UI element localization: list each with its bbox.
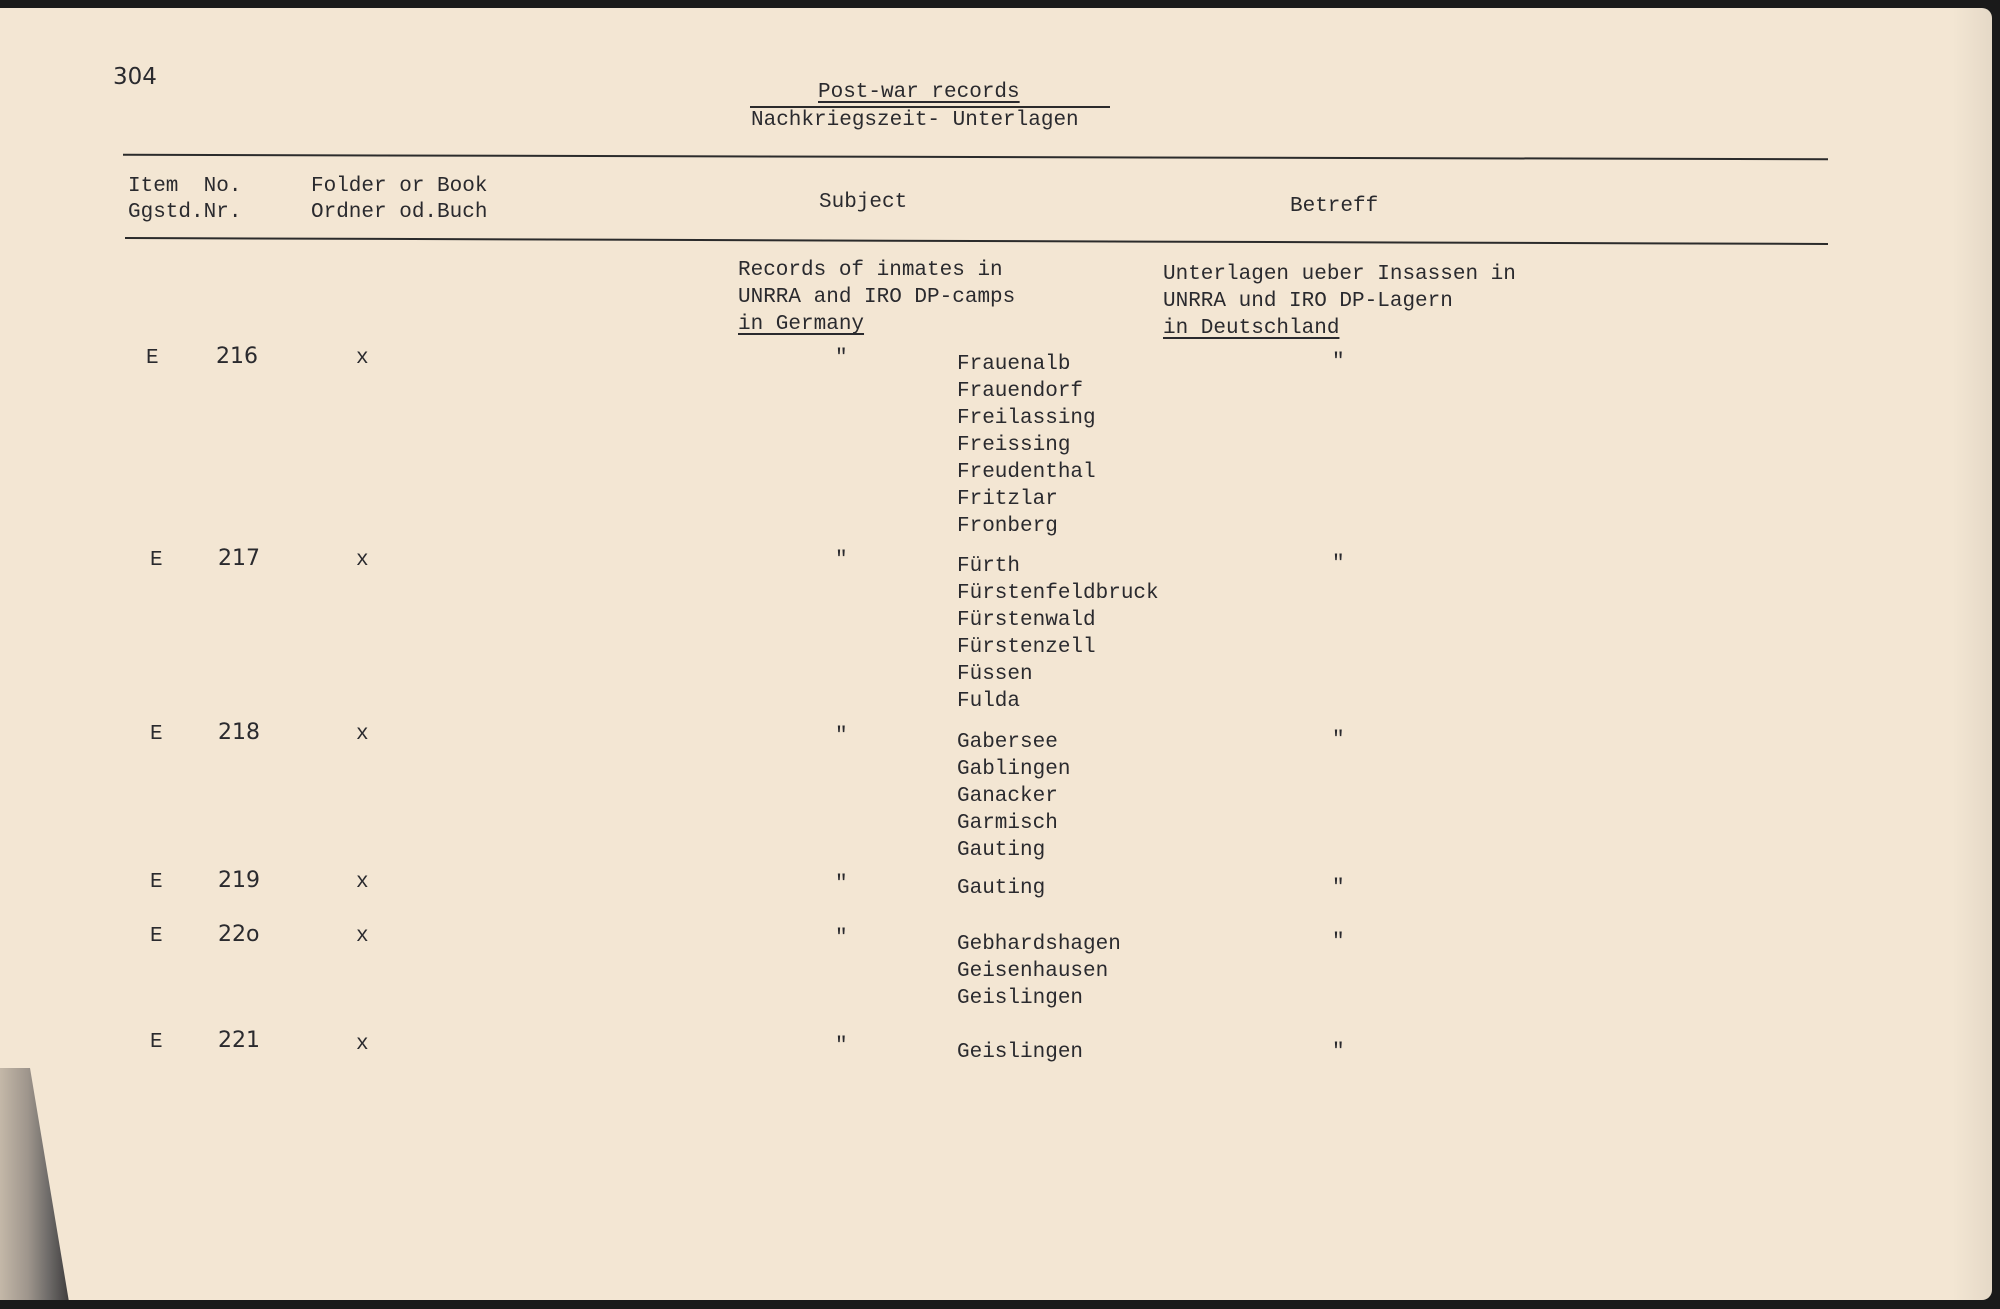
header-subject: Subject bbox=[819, 191, 908, 214]
row-folder-mark: x bbox=[356, 723, 369, 746]
row-ditto-subject: " bbox=[835, 927, 848, 950]
page-number: 304 bbox=[113, 64, 157, 90]
place-name: Geislingen bbox=[957, 987, 1084, 1010]
row-item: E bbox=[150, 1031, 163, 1054]
row-number: 219 bbox=[218, 868, 260, 893]
place-name: Freissing bbox=[957, 434, 1071, 457]
place-name: Fürth bbox=[957, 555, 1021, 578]
place-name: Gauting bbox=[957, 877, 1046, 900]
scan-border-bottom bbox=[0, 1300, 2000, 1309]
place-name: Fulda bbox=[957, 690, 1021, 713]
place-name: Geislingen bbox=[957, 1041, 1084, 1064]
row-folder-mark: x bbox=[356, 549, 369, 572]
intro-betreff-line: Unterlagen ueber Insassen in bbox=[1163, 263, 1516, 286]
row-ditto-subject: " bbox=[835, 549, 848, 572]
place-name: Fürstenfeldbruck bbox=[957, 582, 1159, 605]
header-item-no-en: Item No. bbox=[128, 175, 242, 198]
place-name: Gebhardshagen bbox=[957, 933, 1121, 956]
book-spine-shadow bbox=[0, 1068, 70, 1300]
row-ditto-betreff: " bbox=[1332, 877, 1345, 900]
row-folder-mark: x bbox=[356, 347, 369, 370]
row-ditto-subject: " bbox=[835, 873, 848, 896]
row-folder-mark: x bbox=[356, 925, 369, 948]
row-ditto-betreff: " bbox=[1332, 729, 1345, 752]
intro-betreff-line: in Deutschland bbox=[1163, 317, 1340, 340]
title-de: Nachkriegszeit- Unterlagen bbox=[751, 109, 1079, 132]
place-name: Gablingen bbox=[957, 758, 1071, 781]
intro-subject-line: Records of inmates in bbox=[738, 259, 1003, 282]
row-item: E bbox=[146, 347, 159, 370]
place-name: Frauenalb bbox=[957, 353, 1071, 376]
row-ditto-betreff: " bbox=[1332, 931, 1345, 954]
row-ditto-subject: " bbox=[835, 725, 848, 748]
header-folder-en: Folder or Book bbox=[311, 175, 488, 198]
row-ditto-betreff: " bbox=[1332, 553, 1345, 576]
place-name: Fürstenwald bbox=[957, 609, 1096, 632]
row-ditto-subject: " bbox=[835, 1035, 848, 1058]
document-page bbox=[0, 8, 1992, 1300]
place-name: Geisenhausen bbox=[957, 960, 1109, 983]
row-number: 22o bbox=[218, 922, 260, 947]
header-top-rule bbox=[123, 154, 1828, 160]
row-number: 216 bbox=[216, 344, 258, 369]
header-betreff: Betreff bbox=[1290, 195, 1379, 218]
place-name: Frauendorf bbox=[957, 380, 1084, 403]
place-name: Fürstenzell bbox=[957, 636, 1096, 659]
header-folder-de: Ordner od.Buch bbox=[311, 201, 488, 224]
intro-subject-line: UNRRA and IRO DP-camps bbox=[738, 286, 1016, 309]
header-item-no-de: Ggstd.Nr. bbox=[128, 201, 242, 224]
place-name: Ganacker bbox=[957, 785, 1058, 808]
header-bottom-rule bbox=[125, 237, 1828, 245]
row-folder-mark: x bbox=[356, 1033, 369, 1056]
row-item: E bbox=[150, 871, 163, 894]
place-name: Freudenthal bbox=[957, 461, 1096, 484]
row-ditto-subject: " bbox=[835, 347, 848, 370]
row-ditto-betreff: " bbox=[1332, 1041, 1345, 1064]
place-name: Fronberg bbox=[957, 515, 1058, 538]
intro-subject-line: in Germany bbox=[738, 313, 865, 336]
place-name: Freilassing bbox=[957, 407, 1096, 430]
page-edge-shadow bbox=[1952, 8, 1992, 1300]
place-name: Gauting bbox=[957, 839, 1046, 862]
place-name: Gabersee bbox=[957, 731, 1058, 754]
row-ditto-betreff: " bbox=[1332, 351, 1345, 374]
row-number: 221 bbox=[218, 1028, 260, 1053]
place-name: Füssen bbox=[957, 663, 1033, 686]
place-name: Fritzlar bbox=[957, 488, 1058, 511]
row-item: E bbox=[150, 925, 163, 948]
intro-betreff-line: UNRRA und IRO DP-Lagern bbox=[1163, 290, 1453, 313]
row-item: E bbox=[150, 549, 163, 572]
row-number: 218 bbox=[218, 720, 260, 745]
row-folder-mark: x bbox=[356, 871, 369, 894]
title-en: Post-war records bbox=[818, 81, 1020, 104]
row-number: 217 bbox=[218, 546, 260, 571]
place-name: Garmisch bbox=[957, 812, 1058, 835]
row-item: E bbox=[150, 723, 163, 746]
